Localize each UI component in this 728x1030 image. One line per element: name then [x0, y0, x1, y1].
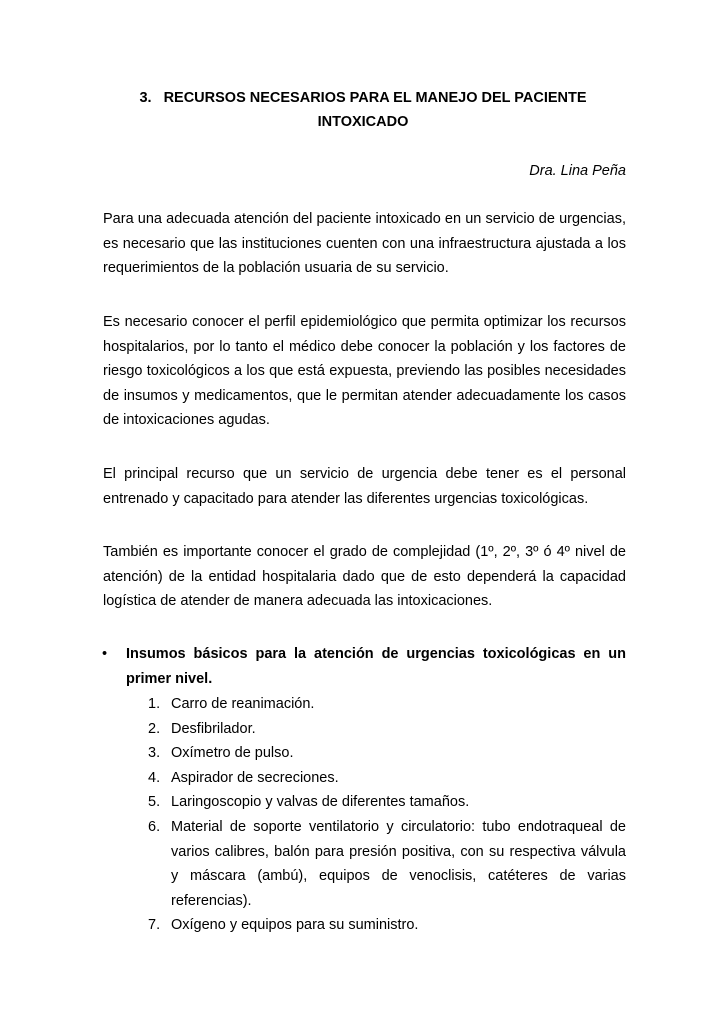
list-item-number: 4.: [148, 769, 161, 786]
list-item-text: Oxímetro de pulso.: [171, 745, 294, 762]
paragraph-1: Para una adecuada atención del paciente intoxicado en un servicio de urgencias, es necesario que las instituciones cuenten con una infraestructura ajustada a los requerimientos de la población usuaria de su servicio.: [103, 211, 626, 277]
list-item-text: Desfibrilador.: [171, 720, 256, 737]
list-item-number: 3.: [148, 745, 161, 762]
list-item-text: Laringoscopio y valvas de diferentes tamaños.: [171, 794, 470, 811]
list-item: [126, 913, 626, 938]
list-item-number: 1.: [148, 696, 161, 712]
paragraph-4: También es importante conocer el grado de complejidad (1º, 2º, 3º ó 4º nivel de atención) de la entidad hospitalaria dado que de esto dependerá la capacidad logística de atender de manera adecuada las intoxicaciones.: [103, 544, 626, 610]
list-item: [126, 692, 626, 717]
list-item: [126, 815, 626, 913]
list-item-text: Aspirador de secreciones.: [171, 769, 339, 786]
section-number: 3.: [139, 90, 152, 106]
list-item-number: 2.: [148, 720, 161, 737]
list-item-text: Oxígeno y equipos para su suministro.: [171, 917, 419, 934]
list-item: [126, 741, 626, 766]
section-heading: [100, 86, 626, 134]
paragraph-3: El principal recurso que un servicio de urgencia debe tener es el personal entrenado y capacitado para atender las diferentes urgencias toxicológicas.: [103, 466, 626, 507]
author-name: Dra. Lina Peña: [529, 163, 626, 179]
list-item-text: Carro de reanimación.: [171, 696, 315, 712]
list-item-text: Material de soporte ventilatorio y circulatorio: tubo endotraqueal de varios calibres, balón para presión positiva, con su respectiva válvula y máscara (ambú), equipos de venoclisis, catéteres de varias referencias).: [171, 818, 626, 909]
list-item-number: 7.: [148, 917, 161, 934]
supplies-list: [126, 692, 626, 938]
list-item-number: 6.: [148, 818, 161, 835]
bullet-marker: •: [102, 646, 108, 662]
list-item-number: 5.: [148, 794, 161, 811]
list-item: [126, 717, 626, 742]
bullet-heading: Insumos básicos para la atención de urgencias toxicológicas en un primer nivel.: [126, 646, 626, 687]
list-item: [126, 766, 626, 791]
section-title: RECURSOS NECESARIOS PARA EL MANEJO DEL PACIENTE INTOXICADO: [163, 90, 587, 130]
list-item: [126, 790, 626, 815]
paragraph-2: Es necesario conocer el perfil epidemiológico que permita optimizar los recursos hospitalarios, por lo tanto el médico debe conocer la población y los factores de riesgo toxicológicos a los que está expuesta, previendo las posibles necesidades de insumos y medicamentos, que le permitan atender adecuadamente los casos de intoxicaciones agudas.: [103, 314, 626, 429]
